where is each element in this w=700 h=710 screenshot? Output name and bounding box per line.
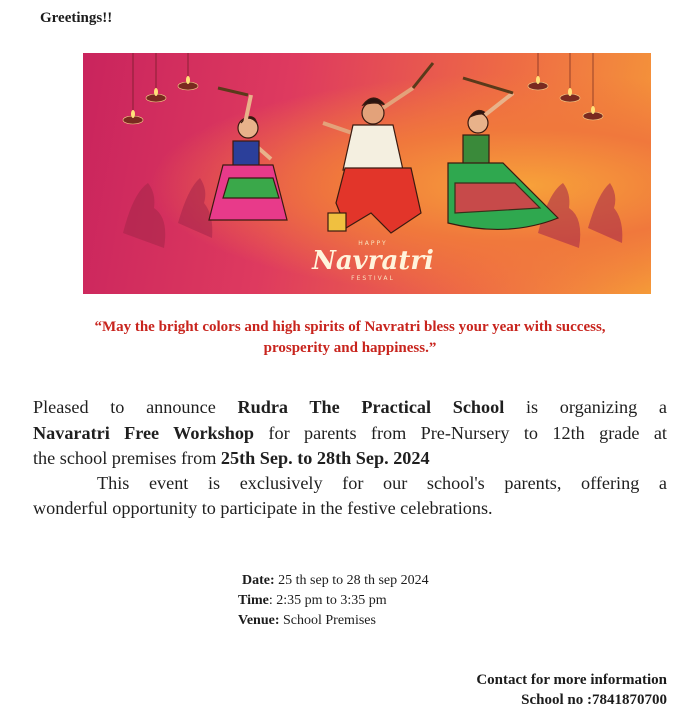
dancer-left [209, 88, 287, 220]
time-value: : 2:35 pm to 3:35 pm [268, 593, 387, 608]
event-dates: 25th Sep. to 28th Sep. 2024 [220, 448, 430, 468]
announcement-line-4: This event is exclusively for our school's parents, offering a [97, 473, 667, 493]
greeting: Greetings!! [40, 10, 113, 26]
quote-line-1: “May the bright colors and high spirits of Navratri bless your year with success, [94, 319, 606, 335]
announcement-text: the school premises from [33, 448, 221, 468]
banner-caption-sub: FESTIVAL [351, 275, 395, 282]
announcement-text: Pleased to announce [33, 397, 238, 417]
banner-caption-main: Navratri [312, 246, 434, 276]
dancer-right [448, 78, 558, 229]
announcement-text: for parents from Pre-Nursery to 12th grade at [254, 423, 667, 443]
festive-quote [40, 317, 660, 359]
detail-date [238, 571, 429, 591]
school-phone: School no :7841870700 [521, 692, 667, 708]
contact-info [476, 670, 667, 710]
date-label: Date: [242, 573, 275, 588]
quote-line-2: prosperity and happiness.” [263, 340, 437, 356]
navratri-illustration [83, 53, 651, 294]
workshop-name: Navaratri Free Workshop [33, 423, 255, 443]
school-name: Rudra The Practical School [237, 397, 505, 417]
announcement-line-5: wonderful opportunity to participate in the festive celebrations. [33, 498, 493, 518]
date-value: 25 th sep to 28 th sep 2024 [274, 573, 429, 588]
dancer-middle [323, 63, 433, 233]
contact-heading: Contact for more information [476, 672, 667, 688]
announcement-text: is organizing a [504, 397, 668, 417]
announcement-line-2 [33, 421, 667, 446]
detail-venue [238, 611, 429, 631]
announcement-line-3 [33, 446, 667, 471]
venue-label: Venue: [238, 613, 280, 628]
navratri-banner [83, 53, 651, 294]
announcement-line-1 [33, 395, 667, 420]
event-details [238, 571, 429, 631]
time-label: Time [238, 593, 269, 608]
venue-value: School Premises [279, 613, 376, 628]
banner-caption-small: HAPPY [358, 240, 388, 247]
detail-time [238, 591, 429, 611]
